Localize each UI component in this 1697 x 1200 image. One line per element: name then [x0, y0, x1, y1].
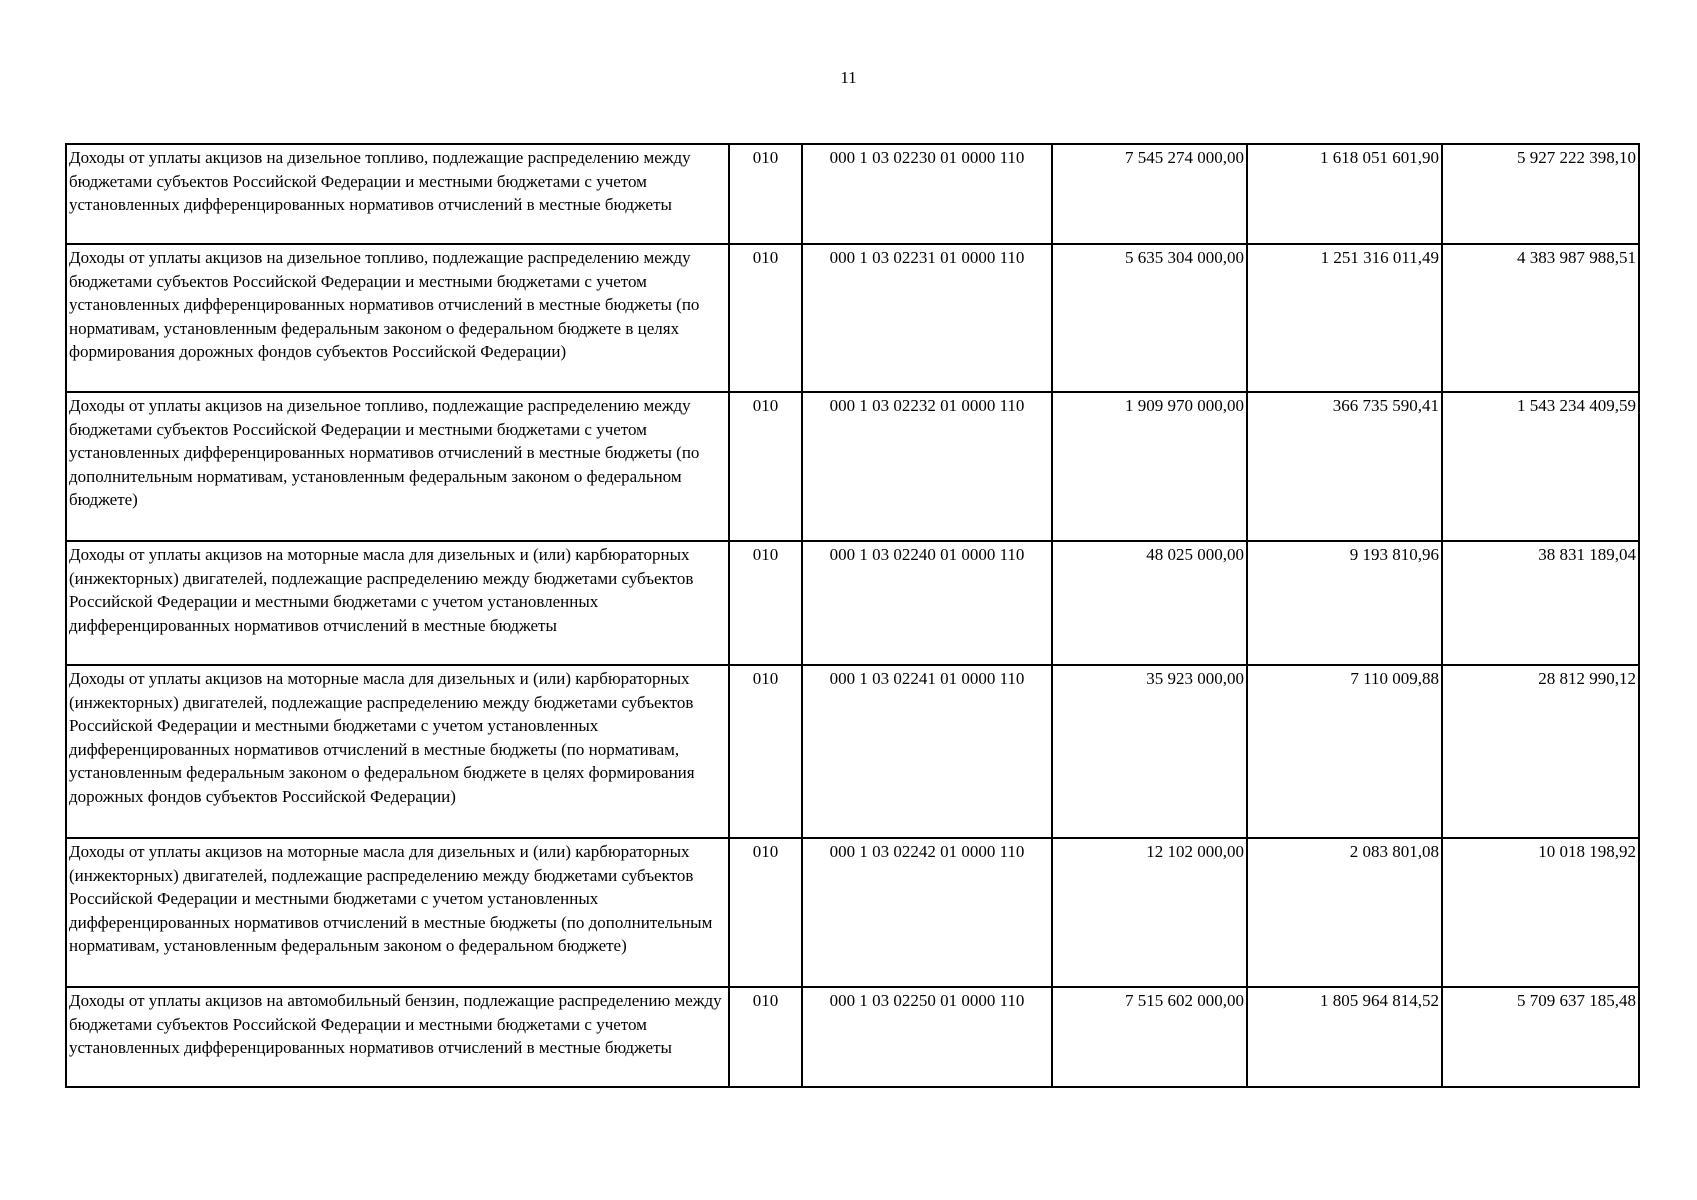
executed-amount-cell: 2 083 801,08 [1247, 838, 1442, 987]
budget-code-cell: 000 1 03 02240 01 0000 110 [802, 541, 1052, 665]
table-row [66, 392, 1639, 541]
row-description: Доходы от уплаты акцизов на моторные масла для дизельных и (или) карбюраторных (инжекторных) двигателей, подлежащие распределению между бюджетами субъектов Российской Федерации и местными бюджетами с учетом установленных дифференцированных нормативов отчислений в местные бюджеты [66, 541, 729, 665]
line-code-cell: 010 [729, 392, 802, 541]
row-description: Доходы от уплаты акцизов на дизельное топливо, подлежащие распределению между бюджетами субъектов Российской Федерации и местными бюджетами с учетом установленных дифференцированных нормативов отчислений в местные бюджеты (по дополнительным нормативам, установленным федеральным законом о федеральном бюджете) [66, 392, 729, 541]
approved-amount-cell: 1 909 970 000,00 [1052, 392, 1247, 541]
row-description: Доходы от уплаты акцизов на дизельное топливо, подлежащие распределению между бюджетами субъектов Российской Федерации и местными бюджетами с учетом установленных дифференцированных нормативов отчислений в местные бюджеты [66, 144, 729, 244]
budget-code-cell: 000 1 03 02231 01 0000 110 [802, 244, 1052, 392]
unexecuted-amount-cell: 1 543 234 409,59 [1442, 392, 1639, 541]
approved-amount-cell: 12 102 000,00 [1052, 838, 1247, 987]
line-code-cell: 010 [729, 665, 802, 838]
row-description: Доходы от уплаты акцизов на автомобильный бензин, подлежащие распределению между бюджетами субъектов Российской Федерации и местными бюджетами с учетом установленных дифференцированных нормативов отчислений в местные бюджеты [66, 987, 729, 1087]
line-code-cell: 010 [729, 244, 802, 392]
line-code-cell: 010 [729, 838, 802, 987]
line-code-cell: 010 [729, 541, 802, 665]
table-row [66, 144, 1639, 244]
budget-code-cell: 000 1 03 02241 01 0000 110 [802, 665, 1052, 838]
table-row [66, 987, 1639, 1087]
budget-code-cell: 000 1 03 02230 01 0000 110 [802, 144, 1052, 244]
approved-amount-cell: 48 025 000,00 [1052, 541, 1247, 665]
approved-amount-cell: 5 635 304 000,00 [1052, 244, 1247, 392]
row-description: Доходы от уплаты акцизов на моторные масла для дизельных и (или) карбюраторных (инжекторных) двигателей, подлежащие распределению между бюджетами субъектов Российской Федерации и местными бюджетами с учетом установленных дифференцированных нормативов отчислений в местные бюджеты (по нормативам, установленным федеральным законом о федеральном бюджете в целях формирования дорожных фондов субъектов Российской Федерации) [66, 665, 729, 838]
line-code-cell: 010 [729, 144, 802, 244]
table-row [66, 541, 1639, 665]
executed-amount-cell: 366 735 590,41 [1247, 392, 1442, 541]
executed-amount-cell: 1 251 316 011,49 [1247, 244, 1442, 392]
budget-code-cell: 000 1 03 02232 01 0000 110 [802, 392, 1052, 541]
row-description: Доходы от уплаты акцизов на моторные масла для дизельных и (или) карбюраторных (инжекторных) двигателей, подлежащие распределению между бюджетами субъектов Российской Федерации и местными бюджетами с учетом установленных дифференцированных нормативов отчислений в местные бюджеты (по дополнительным нормативам, установленным федеральным законом о федеральном бюджете) [66, 838, 729, 987]
row-description: Доходы от уплаты акцизов на дизельное топливо, подлежащие распределению между бюджетами субъектов Российской Федерации и местными бюджетами с учетом установленных дифференцированных нормативов отчислений в местные бюджеты (по нормативам, установленным федеральным законом о федеральном бюджете в целях формирования дорожных фондов субъектов Российской Федерации) [66, 244, 729, 392]
revenue-table [65, 143, 1640, 1088]
budget-code-cell: 000 1 03 02242 01 0000 110 [802, 838, 1052, 987]
unexecuted-amount-cell: 4 383 987 988,51 [1442, 244, 1639, 392]
table-row [66, 244, 1639, 392]
unexecuted-amount-cell: 5 927 222 398,10 [1442, 144, 1639, 244]
executed-amount-cell: 1 618 051 601,90 [1247, 144, 1442, 244]
executed-amount-cell: 1 805 964 814,52 [1247, 987, 1442, 1087]
line-code-cell: 010 [729, 987, 802, 1087]
unexecuted-amount-cell: 10 018 198,92 [1442, 838, 1639, 987]
budget-code-cell: 000 1 03 02250 01 0000 110 [802, 987, 1052, 1087]
approved-amount-cell: 7 545 274 000,00 [1052, 144, 1247, 244]
unexecuted-amount-cell: 28 812 990,12 [1442, 665, 1639, 838]
executed-amount-cell: 9 193 810,96 [1247, 541, 1442, 665]
unexecuted-amount-cell: 5 709 637 185,48 [1442, 987, 1639, 1087]
page-number: 11 [840, 68, 857, 87]
table-row [66, 665, 1639, 838]
approved-amount-cell: 35 923 000,00 [1052, 665, 1247, 838]
table-row [66, 838, 1639, 987]
executed-amount-cell: 7 110 009,88 [1247, 665, 1442, 838]
approved-amount-cell: 7 515 602 000,00 [1052, 987, 1247, 1087]
unexecuted-amount-cell: 38 831 189,04 [1442, 541, 1639, 665]
